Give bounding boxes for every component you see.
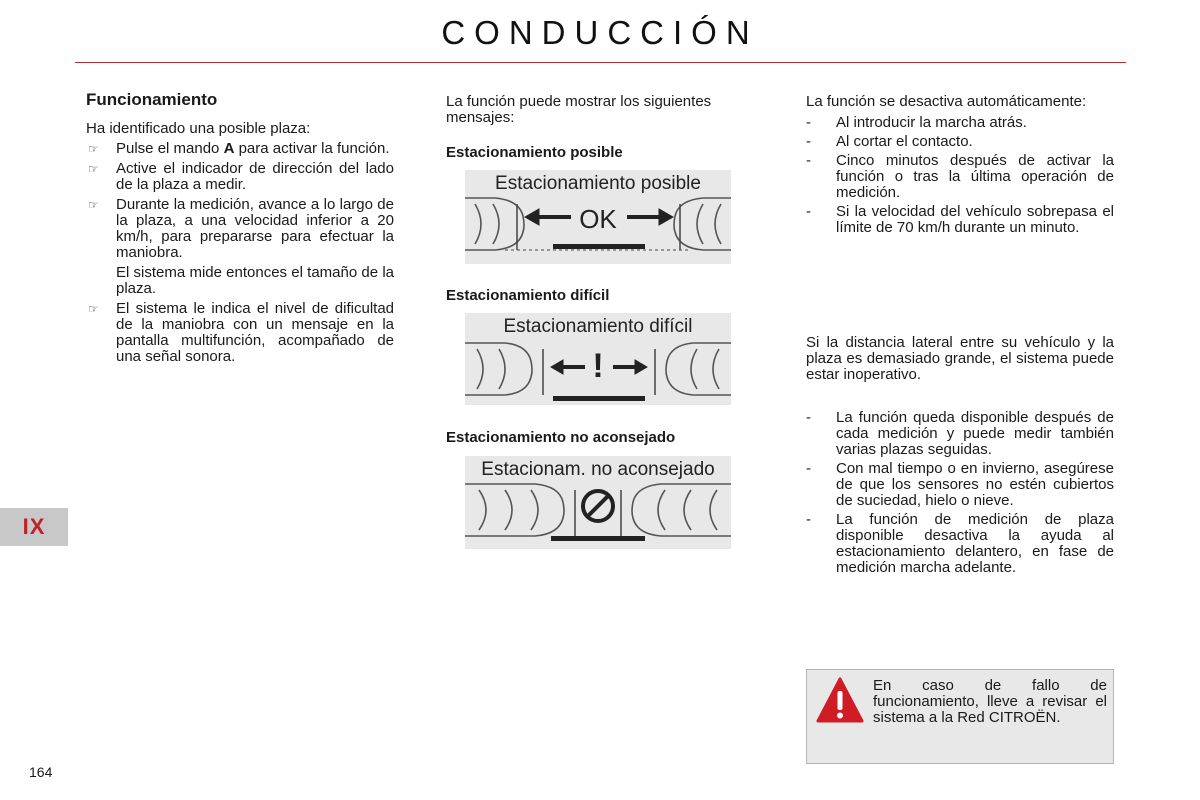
display-text: Estacionamiento difícil: [503, 316, 693, 337]
pointing-hand-icon: ☞: [88, 162, 99, 176]
page-number: 164: [29, 764, 53, 780]
step-item: [86, 141, 394, 157]
list-item-text: Si la velocidad del vehículo sobrepasa el límite de 70 km/h durante un minuto.: [836, 203, 1114, 236]
message-title-possible: Estacionamiento posible: [446, 144, 623, 161]
step-note: El sistema mide entonces el tamaño de la plaza.: [116, 264, 394, 297]
messages-lead: La función puede mostrar los siguientes mensajes:: [446, 93, 712, 126]
list-item-text: Con mal tiempo o en invierno, asegúrese de que los sensores no estén cubiertos de suciedad, hielo o nieve.: [836, 460, 1114, 509]
chapter-tab: IX: [0, 508, 68, 546]
section-heading: Funcionamiento: [86, 90, 218, 109]
list-item: - Si la velocidad del vehículo sobrepasa el límite de 70 km/h durante un minuto.: [806, 203, 1114, 236]
list-item-text: La función queda disponible después de cada medición y puede medir también varias plazas seguidas.: [836, 409, 1114, 458]
step-text-pre: Pulse el mando: [116, 140, 224, 157]
list-item: - La función queda disponible después de cada medición y puede medir también varias plazas seguidas.: [806, 409, 1114, 458]
list-item: - Con mal tiempo o en invierno, asegúrese de que los sensores no estén cubiertos de suciedad, hielo o nieve.: [806, 460, 1114, 509]
column-deactivation: [806, 94, 1114, 239]
list-item-text: Al introducir la marcha atrás.: [836, 114, 1027, 131]
list-item-text: La función de medición de plaza disponible desactiva la ayuda al estacionamiento delantero, en fase de medición marcha adelante.: [836, 511, 1114, 576]
ok-symbol: OK: [579, 204, 617, 234]
step-text: El sistema le indica el nivel de dificultad de la maniobra con un mensaje en la pantalla multifunción, acompañado de una señal sonora.: [116, 300, 394, 365]
exclamation-icon: !: [592, 347, 604, 385]
intro-text: Ha identificado una posible plaza:: [86, 120, 311, 137]
step-item: [86, 197, 394, 261]
list-item: - Al cortar el contacto.: [806, 133, 973, 150]
display-text: Estacionam. no aconsejado: [481, 459, 715, 480]
message-title-not-advised: Estacionamiento no aconsejado: [446, 429, 676, 446]
deactivation-intro: La función se desactiva automáticamente:: [806, 93, 1087, 110]
warning-box: [806, 669, 1114, 764]
column-messages: [446, 94, 756, 146]
step-text-post: para activar la función.: [234, 140, 390, 157]
step-item: [86, 161, 394, 193]
column-functioning: [86, 92, 394, 369]
control-label: A: [223, 140, 235, 157]
page-title: CONDUCCIÓN: [441, 14, 759, 51]
pointing-hand-icon: ☞: [88, 302, 99, 316]
step-text: Active el indicador de dirección del lado de la plaza a medir.: [116, 160, 394, 193]
title-divider: [75, 62, 1126, 63]
display-panel-possible: [465, 170, 731, 264]
lateral-distance-note: Si la distancia lateral entre su vehículo y la plaza es demasiado grande, el sistema puede estar inoperativo.: [806, 334, 1114, 383]
list-item-text: Cinco minutos después de activar la función o tras la última operación de medición.: [836, 152, 1114, 201]
list-item-text: Al cortar el contacto.: [836, 133, 973, 150]
list-item: - Al introducir la marcha atrás.: [806, 114, 1027, 131]
step-item: [86, 301, 394, 365]
list-item: - La función de medición de plaza disponible desactiva la ayuda al estacionamiento delantero, en fase de medición marcha adelante.: [806, 511, 1114, 576]
display-panel-difficult: [465, 313, 731, 405]
step-text: Durante la medición, avance a lo largo de la plaza, a una velocidad inferior a 20 km/h, para prepararse para efectuar la maniobra.: [116, 196, 394, 261]
notes-list: [806, 410, 1114, 579]
prohibited-icon: [583, 491, 613, 521]
display-text: Estacionamiento posible: [495, 173, 701, 194]
warning-triangle-icon: [815, 676, 865, 726]
message-title-difficult: Estacionamiento difícil: [446, 287, 610, 304]
warning-text: En caso de fallo de funcionamiento, lleve a revisar el sistema a la Red CITROËN.: [873, 677, 1107, 726]
pointing-hand-icon: ☞: [88, 142, 99, 156]
pointing-hand-icon: ☞: [88, 198, 99, 212]
display-panel-not-advised: [465, 456, 731, 549]
list-item: - Cinco minutos después de activar la función o tras la última operación de medición.: [806, 152, 1114, 201]
